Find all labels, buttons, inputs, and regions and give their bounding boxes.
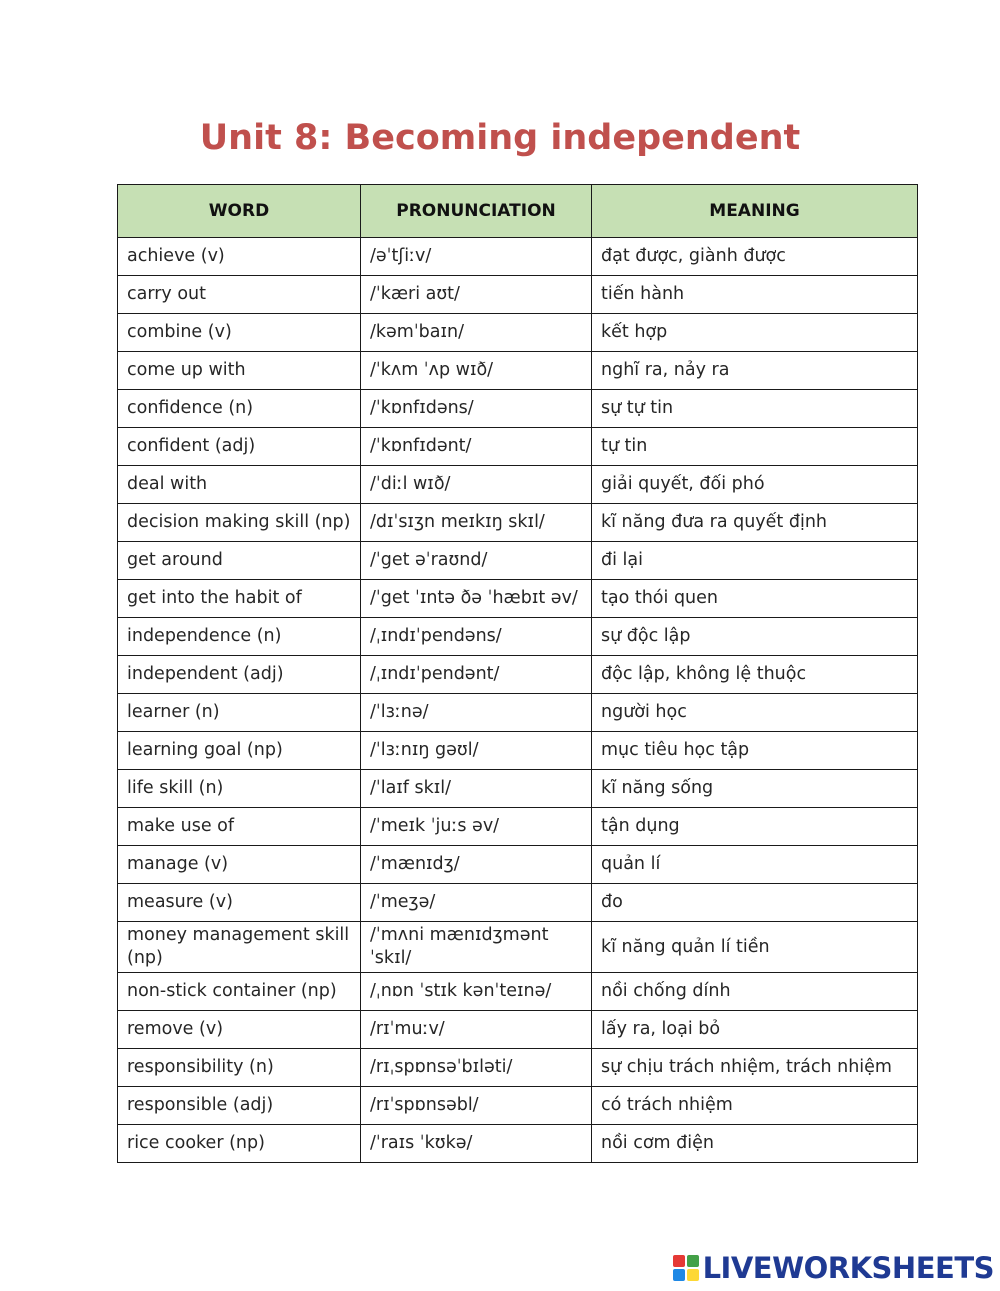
cell-word: combine (v) bbox=[118, 314, 361, 352]
cell-meaning: sự chịu trách nhiệm, trách nhiệm bbox=[592, 1049, 918, 1087]
cell-meaning: tạo thói quen bbox=[592, 580, 918, 618]
cell-meaning: kĩ năng sống bbox=[592, 770, 918, 808]
cell-pronunciation: /ˈkʌm ˈʌp wɪð/ bbox=[361, 352, 592, 390]
cell-word: responsibility (n) bbox=[118, 1049, 361, 1087]
cell-word: responsible (adj) bbox=[118, 1087, 361, 1125]
cell-meaning: sự tự tin bbox=[592, 390, 918, 428]
table-row bbox=[118, 808, 918, 846]
cell-pronunciation: /ˈdiːl wɪð/ bbox=[361, 466, 592, 504]
table-row bbox=[118, 973, 918, 1011]
cell-word: get into the habit of bbox=[118, 580, 361, 618]
table-row bbox=[118, 770, 918, 808]
table-row bbox=[118, 580, 918, 618]
cell-word: manage (v) bbox=[118, 846, 361, 884]
cell-pronunciation: /ˈget ˈɪntə ðə ˈhæbɪt əv/ bbox=[361, 580, 592, 618]
cell-word: learner (n) bbox=[118, 694, 361, 732]
cell-meaning: mục tiêu học tập bbox=[592, 732, 918, 770]
liveworksheets-logo-icon bbox=[673, 1255, 699, 1281]
column-header-word: WORD bbox=[118, 185, 361, 238]
table-row bbox=[118, 694, 918, 732]
table-row bbox=[118, 238, 918, 276]
cell-pronunciation: /rɪˈspɒnsəbl/ bbox=[361, 1087, 592, 1125]
table-row bbox=[118, 314, 918, 352]
cell-pronunciation: /ˈkɒnfɪdənt/ bbox=[361, 428, 592, 466]
cell-meaning: đạt được, giành được bbox=[592, 238, 918, 276]
cell-word: rice cooker (np) bbox=[118, 1125, 361, 1163]
cell-pronunciation: /ˈmænɪdʒ/ bbox=[361, 846, 592, 884]
cell-word: learning goal (np) bbox=[118, 732, 361, 770]
table-row bbox=[118, 922, 918, 973]
cell-pronunciation: /ˈlɜːnɪŋ gəʊl/ bbox=[361, 732, 592, 770]
table-row bbox=[118, 504, 918, 542]
cell-pronunciation: /dɪˈsɪʒn meɪkɪŋ skɪl/ bbox=[361, 504, 592, 542]
cell-word: carry out bbox=[118, 276, 361, 314]
cell-word: independence (n) bbox=[118, 618, 361, 656]
cell-meaning: nồi chống dính bbox=[592, 973, 918, 1011]
table-body bbox=[118, 238, 918, 1163]
cell-meaning: sự độc lập bbox=[592, 618, 918, 656]
table-row bbox=[118, 618, 918, 656]
table-row bbox=[118, 1049, 918, 1087]
cell-meaning: quản lí bbox=[592, 846, 918, 884]
table-row bbox=[118, 542, 918, 580]
cell-meaning: độc lập, không lệ thuộc bbox=[592, 656, 918, 694]
logo-square-blue bbox=[673, 1269, 685, 1281]
cell-pronunciation: /ˌɪndɪˈpendəns/ bbox=[361, 618, 592, 656]
logo-square-red bbox=[673, 1255, 685, 1267]
cell-pronunciation: /ˈlaɪf skɪl/ bbox=[361, 770, 592, 808]
liveworksheets-brand bbox=[673, 1251, 994, 1285]
table-row bbox=[118, 1087, 918, 1125]
cell-word: life skill (n) bbox=[118, 770, 361, 808]
table-row bbox=[118, 390, 918, 428]
cell-word: confident (adj) bbox=[118, 428, 361, 466]
cell-pronunciation: /ˈkɒnfɪdəns/ bbox=[361, 390, 592, 428]
table-row bbox=[118, 466, 918, 504]
page-title: Unit 8: Becoming independent bbox=[199, 118, 801, 158]
cell-word: achieve (v) bbox=[118, 238, 361, 276]
cell-pronunciation: /kəmˈbaɪn/ bbox=[361, 314, 592, 352]
cell-word: deal with bbox=[118, 466, 361, 504]
cell-meaning: người học bbox=[592, 694, 918, 732]
table-row bbox=[118, 1011, 918, 1049]
cell-meaning: đo bbox=[592, 884, 918, 922]
cell-meaning: lấy ra, loại bỏ bbox=[592, 1011, 918, 1049]
cell-meaning: tự tin bbox=[592, 428, 918, 466]
table-header-row bbox=[118, 185, 918, 238]
table-row bbox=[118, 656, 918, 694]
cell-pronunciation: /ˈget əˈraʊnd/ bbox=[361, 542, 592, 580]
cell-meaning: kĩ năng đưa ra quyết định bbox=[592, 504, 918, 542]
column-header-meaning: MEANING bbox=[592, 185, 918, 238]
table-row bbox=[118, 884, 918, 922]
cell-word: independent (adj) bbox=[118, 656, 361, 694]
cell-word: remove (v) bbox=[118, 1011, 361, 1049]
cell-word: come up with bbox=[118, 352, 361, 390]
cell-meaning: kĩ năng quản lí tiền bbox=[592, 922, 918, 973]
table-row bbox=[118, 352, 918, 390]
cell-meaning: tận dụng bbox=[592, 808, 918, 846]
cell-pronunciation: /rɪˌspɒnsəˈbɪləti/ bbox=[361, 1049, 592, 1087]
cell-word: decision making skill (np) bbox=[118, 504, 361, 542]
cell-pronunciation: /ˈlɜːnə/ bbox=[361, 694, 592, 732]
cell-pronunciation: /rɪˈmuːv/ bbox=[361, 1011, 592, 1049]
cell-word: measure (v) bbox=[118, 884, 361, 922]
cell-meaning: giải quyết, đối phó bbox=[592, 466, 918, 504]
table-row bbox=[118, 732, 918, 770]
cell-pronunciation: /ˌɪndɪˈpendənt/ bbox=[361, 656, 592, 694]
table-row bbox=[118, 428, 918, 466]
cell-word: confidence (n) bbox=[118, 390, 361, 428]
table-row bbox=[118, 846, 918, 884]
cell-meaning: tiến hành bbox=[592, 276, 918, 314]
cell-meaning: có trách nhiệm bbox=[592, 1087, 918, 1125]
cell-pronunciation: /ˈmeɪk ˈjuːs əv/ bbox=[361, 808, 592, 846]
logo-square-yellow bbox=[687, 1269, 699, 1281]
cell-word: non-stick container (np) bbox=[118, 973, 361, 1011]
cell-word: get around bbox=[118, 542, 361, 580]
cell-word: money management skill (np) bbox=[118, 922, 361, 973]
cell-pronunciation: /ˈmeʒə/ bbox=[361, 884, 592, 922]
cell-pronunciation: /ˈkæri aʊt/ bbox=[361, 276, 592, 314]
cell-pronunciation: /ˈmʌni mænɪdʒmənt ˈskɪl/ bbox=[361, 922, 592, 973]
table-row bbox=[118, 1125, 918, 1163]
column-header-pronunciation: PRONUNCIATION bbox=[361, 185, 592, 238]
cell-meaning: kết hợp bbox=[592, 314, 918, 352]
logo-square-green bbox=[687, 1255, 699, 1267]
cell-meaning: đi lại bbox=[592, 542, 918, 580]
cell-pronunciation: /əˈtʃiːv/ bbox=[361, 238, 592, 276]
cell-pronunciation: /ˈraɪs ˈkʊkə/ bbox=[361, 1125, 592, 1163]
table-row bbox=[118, 276, 918, 314]
cell-meaning: nồi cơm điện bbox=[592, 1125, 918, 1163]
cell-pronunciation: /ˌnɒn ˈstɪk kənˈteɪnə/ bbox=[361, 973, 592, 1011]
brand-name: LIVEWORKSHEETS bbox=[702, 1251, 994, 1285]
cell-meaning: nghĩ ra, nảy ra bbox=[592, 352, 918, 390]
vocabulary-table bbox=[117, 184, 918, 1163]
cell-word: make use of bbox=[118, 808, 361, 846]
